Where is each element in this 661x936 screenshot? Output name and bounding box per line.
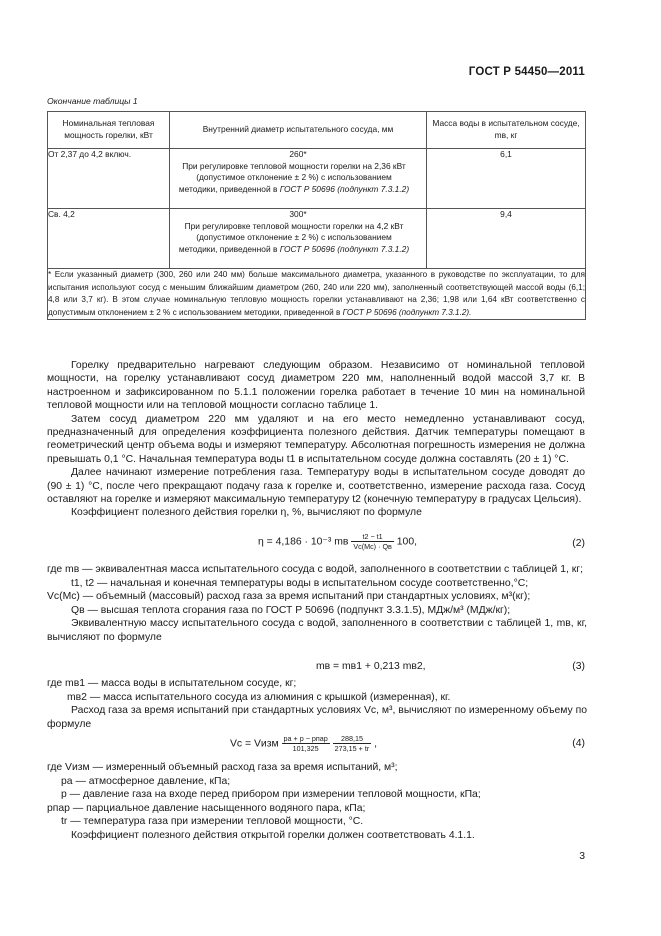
table-row — [48, 209, 586, 269]
formula-2-fraction — [351, 532, 394, 551]
formula-4 — [230, 734, 377, 753]
diameter-note — [170, 161, 426, 196]
definition: mв2 — масса испытательного сосуда из алюминия с крышкой (измеренная), кг. — [67, 691, 451, 703]
definition: pпар — парциальное давление насыщенного водяного пара, кПа; — [47, 802, 366, 814]
diameter-note-ref: ГОСТ Р 50696 (подпункт 7.3.1.2) — [279, 243, 410, 254]
page-number: 3 — [579, 851, 585, 862]
cell-mass: 9,4 — [427, 209, 586, 269]
table-header-row — [48, 112, 586, 149]
header-mass: Масса воды в испытательном сосуде, mв, кг — [427, 112, 586, 149]
table-footnote-row — [48, 269, 586, 320]
data-table — [47, 111, 586, 320]
cell-diameter — [170, 149, 427, 209]
cell-power: Св. 4,2 — [48, 209, 170, 269]
formula-4-f2-denominator: 273,15 + tr — [334, 744, 370, 753]
formula-2-numerator: t2 − t1 — [351, 532, 394, 542]
diameter-note-text: При регулировке тепловой мощности горелки на 2,36 кВт (допустимое отклонение ± 2 %) с использованием методики, приведенной в — [178, 160, 406, 194]
formula-4-fraction-1 — [282, 734, 330, 753]
formula-2-number: (2) — [572, 538, 585, 549]
formula-4-lhs: Vc = Vизм — [230, 738, 279, 750]
formula-4-f2-numerator: 288,15 — [333, 734, 372, 744]
definition: pa — атмосферное давление, кПа; — [61, 775, 231, 787]
document-id: ГОСТ Р 54450—2011 — [468, 66, 585, 78]
paragraph: Расход газа за время испытаний при стандартных условиях Vc, м³, вычисляют по измеренному объему по формуле — [47, 705, 587, 730]
formula-4-tail: , — [374, 738, 378, 750]
formula-3: mв = mв1 + 0,213 mв2, — [316, 661, 426, 672]
cell-power: От 2,37 до 4,2 включ. — [48, 149, 170, 209]
body-text-1 — [47, 359, 585, 520]
paragraph: Эквивалентную массу испытательного сосуда с водой, заполненного в соответствии с таблицей 1, mв, кг, вычисляют по формуле — [47, 618, 587, 643]
definition: где Vизм — измеренный объемный расход газа за время испытаний, м³; — [47, 762, 398, 773]
definition: где mв1 — масса воды в испытательном сосуде, кг; — [47, 678, 297, 689]
diameter-note-text: При регулировке тепловой мощности горелки на 4,2 кВт (допустимое отклонение ± 2 %) с использованием методики, приведенной в — [178, 220, 404, 254]
cell-diameter — [170, 209, 427, 269]
diameter-value: 260* — [289, 149, 307, 159]
diameter-note — [170, 221, 426, 256]
formula-2-denominator: Vc(Mc) · Qв — [353, 542, 392, 551]
final-paragraph: Коэффициент полезного действия открытой горелки должен соответствовать 4.1.1. — [71, 829, 475, 841]
formula-4-fraction-2 — [333, 734, 372, 753]
definition: tr — температура газа при измерении тепловой мощности, °С. — [61, 816, 364, 827]
table-row — [48, 149, 586, 209]
paragraph: Далее начинают измерение потребления газа. Температуру воды в испытательном сосуде доводят до (90 ± 1) °С, после чего прекращают подачу газа к горелке и, соответственно, измерение расхода газа. Сосуд оставляют на горелке и измеряют максимальную температуру t2 (конечную температуру в градусах Цельсия). — [47, 467, 585, 506]
formula-3-definitions — [47, 677, 587, 731]
paragraph: Коэффициент полезного действия горелки η, %, вычисляют по формуле — [71, 507, 422, 519]
definition: Qв — высшая теплота сгорания газа по ГОСТ Р 50696 (подпункт 3.3.1.5), МДж/м³ (МДж/кг); — [71, 604, 511, 616]
table-caption: Окончание таблицы 1 — [47, 96, 138, 106]
formula-4-f1-denominator: 101,325 — [292, 744, 319, 753]
cell-mass: 6,1 — [427, 149, 586, 209]
formula-2 — [258, 532, 417, 551]
formula-2-lhs: η = 4,186 · 10⁻³ mв — [258, 536, 349, 548]
definition: где mв — эквивалентная масса испытательного сосуда с водой, заполненного в соответствии с таблицей 1, кг; — [47, 564, 583, 575]
formula-4-number: (4) — [572, 738, 585, 749]
formula-2-definitions — [47, 563, 587, 644]
footnote-ref: ГОСТ Р 50696 (подпункт 7.3.1.2). — [342, 307, 472, 317]
definition: Vc(Mc) — объемный (массовый) расход газа за время испытаний при стандартных условиях, м³(кг); — [47, 591, 531, 602]
definition: t1, t2 — начальная и конечная температуры воды в испытательном сосуде соответственно,°С; — [71, 577, 529, 589]
header-power: Номинальная тепловая мощность горелки, кВт — [48, 112, 170, 149]
diameter-note-ref: ГОСТ Р 50696 (подпункт 7.3.1.2) — [279, 183, 410, 194]
formula-4-f1-numerator: pa + p − pпар — [283, 734, 328, 743]
formula-3-number: (3) — [572, 661, 585, 672]
formula-2-tail: 100, — [396, 536, 417, 548]
definition: p — давление газа на входе перед прибором при измерении тепловой мощности, кПа; — [61, 789, 481, 800]
formula-4-definitions — [47, 761, 587, 842]
footnote-text: * Если указанный диаметр (300, 260 или 240 мм) больше максимального диаметра, указанного в руководстве по эксплуатации, то для испытания используют сосуд с меньшим ближайшим диаметром (260, 240 или 220 мм), заполненный соответствующей массой воды (6,1; 4,8 или 3,7 кг). В этом случае номинальную тепловую мощность горелки устанавливают на 2,36; 1,98 или 1,64 кВт соответственно с допустимым отклонением ± 2 % с использованием методики, приведенной в — [48, 270, 585, 317]
diameter-value: 300* — [289, 209, 307, 219]
paragraph: Горелку предварительно нагревают следующим образом. Независимо от номинальной тепловой мощности, на горелку устанавливают сосуд диаметром 220 мм, наполненный водой массой 3,7 кг. В настроенном и зафиксированном по 5.1.1 положении горелка работает в течение 10 мин на номинальной тепловой мощности или на тепловой мощности согласно таблице 1. — [47, 360, 585, 412]
header-diameter: Внутренний диаметр испытательного сосуда, мм — [170, 112, 427, 149]
paragraph: Затем сосуд диаметром 220 мм удаляют и на его место немедленно устанавливают сосуд, предназначенный для определения коэффициента полезного действия. Датчик температуры помещают в геометрический центр объема воды и измеряют температуру. Абсолютная погрешность измерения не должна превышать 0,1 °С. Начальная температура воды t1 в испытательном сосуде должна составлять (20 ± 1) °С. — [47, 413, 585, 465]
table-footnote — [48, 269, 586, 320]
